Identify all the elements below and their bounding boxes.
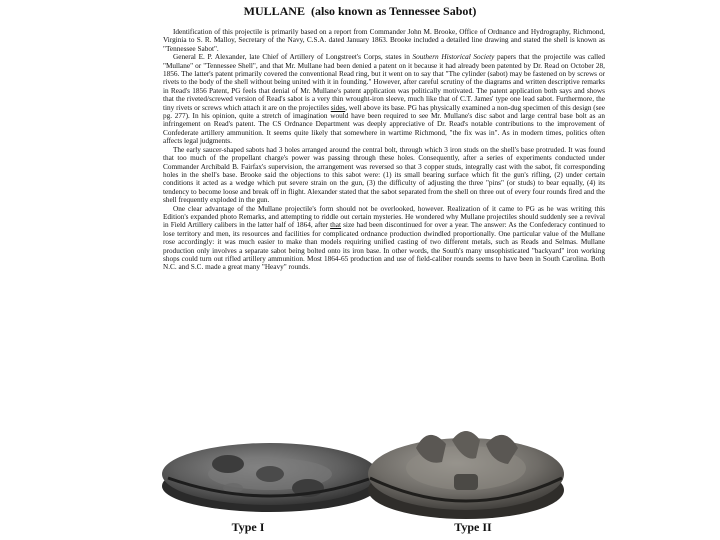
body-paragraph bbox=[163, 53, 605, 145]
title-subtitle: (also known as Tennessee Sabot) bbox=[310, 4, 477, 18]
type-ii-caption: Type II bbox=[454, 520, 492, 534]
paragraph-text: The early saucer-shaped sabots had 3 holes arranged around the central bolt, through which 3 iron studs on the shell's base protruded. It was found that too much of the propellant charge's power was passing through these holes. Consequently, after a series of experiments conducted under Commander Archibald B. Fairfax's supervision, the arrangement was reversed so that 3 copper studs, integrally cast with the sabot, fit corresponding holes in the shell's base. Brooke said the objections to this sabot were: (1) its small bearing surface which fit the gun's rifling, (2) under certain conditions it acted as a wedge which put severe strain on the gun, (3) the difficulty of adjusting the three "pins" (or studs) to bear equally, (4) its tendency to become loose and break off in flight. Alexander stated that the sabot separated from the shell on three out of every four rounds fired and the shell frequently exploded in the gun. bbox=[163, 145, 605, 205]
type-i-photo bbox=[158, 438, 382, 516]
title-main: MULLANE bbox=[243, 4, 305, 18]
paragraph-text: Identification of this projectile is primarily based on a report from Commander John M. Brooke, Office of Ordnance and Hydrography, Richmond, Virginia to S. R. Malloy, Secretary of the Navy, C.S.A. dated January 1863. Brooke included a detailed line drawing and stated the shell is known as "Tennessee Sabot". bbox=[163, 28, 605, 53]
paragraph-text: that bbox=[330, 221, 341, 230]
paragraph-text: One clear advantage of the Mullane projectile's form should not be overlooked, however. Realization of it came to PG as he was writing this Edition's expanded photo Remarks, and attempting to riddle out certain mysteries. He wondered why Mullane projectiles should suddenly see a revival in Field Artillery calibers in the latter half of 1864, after bbox=[163, 204, 605, 230]
paragraph-text: sides bbox=[330, 103, 346, 112]
paragraph-text: , well above its base. PG has physically examined a non-dug specimen of this design (see pg. 277). In his opinion, quite a stretch of imagination would have been required to see Mr. Mullane's disc sabot and large central base bolt as an infringement on Read's patent. The CS Ordnance Department was deeply appreciative of Dr. Read's notable contributions to the improvement of Confederate artillery ammunition. It seems quite likely that somewhere in wartime Richmond, "the fix was in". As in modern times, politics often affects legal judgments. bbox=[163, 103, 605, 146]
page-title bbox=[0, 4, 720, 19]
type-i-caption: Type I bbox=[231, 520, 265, 534]
body-paragraph bbox=[163, 146, 605, 205]
type-ii-photo bbox=[366, 418, 566, 522]
body-paragraph bbox=[163, 28, 605, 53]
paragraph-text: papers that the projectile was called "Mullane" or "Tennessee Shell", and that Mr. Mullane had been denied a patent on it because it had already been patented by Dr. Read on October 28, 1856. The latter's patent primarily covered the conventional Read ring, but it went on to say that "The cylinder (sabot) may be fastened on by screws or rivets to the body of the shell without being united with it in founding." However, after careful scrutiny of the diagrams and written descriptive remarks in Read's 1856 Patent, PG feels that denial of Mr. Mullane's patent application was politically motivated. The patent application both says and shows that the riveted/screwed version of Read's sabot is a very thin wrought-iron sleeve, much like that of C.T. James' type one lead sabot. Furthermore, the tiny rivets or screws which attach it are on the projectiles bbox=[163, 53, 605, 112]
body-text bbox=[163, 28, 605, 272]
paragraph-text: Southern Historical Society bbox=[412, 53, 495, 62]
paragraph-text: size had been discontinued for over a year. The answer: As the Confederacy continued to lose territory and men, its resources and facilities for complicated ordnance production dwindled proportionally. One particular value of the Mullane rose accordingly: it was much easier to make than models requiring unified casting of two different metals, such as Reads and Selmas. Mullane production only involves a separate sabot being bolted onto its iron base. In other words, the South's many unsophisticated "backyard" iron working shops could turn out rifled artillery ammunition. Most 1864-65 production and use of field-caliber rounds seems to have been in South Carolina. Both N.C. and S.C. made a great many "Heavy" rounds. bbox=[163, 221, 605, 272]
body-paragraph bbox=[163, 205, 605, 272]
paragraph-text: General E. P. Alexander, late Chief of Artillery of Longstreet's Corps, states in bbox=[173, 53, 413, 62]
